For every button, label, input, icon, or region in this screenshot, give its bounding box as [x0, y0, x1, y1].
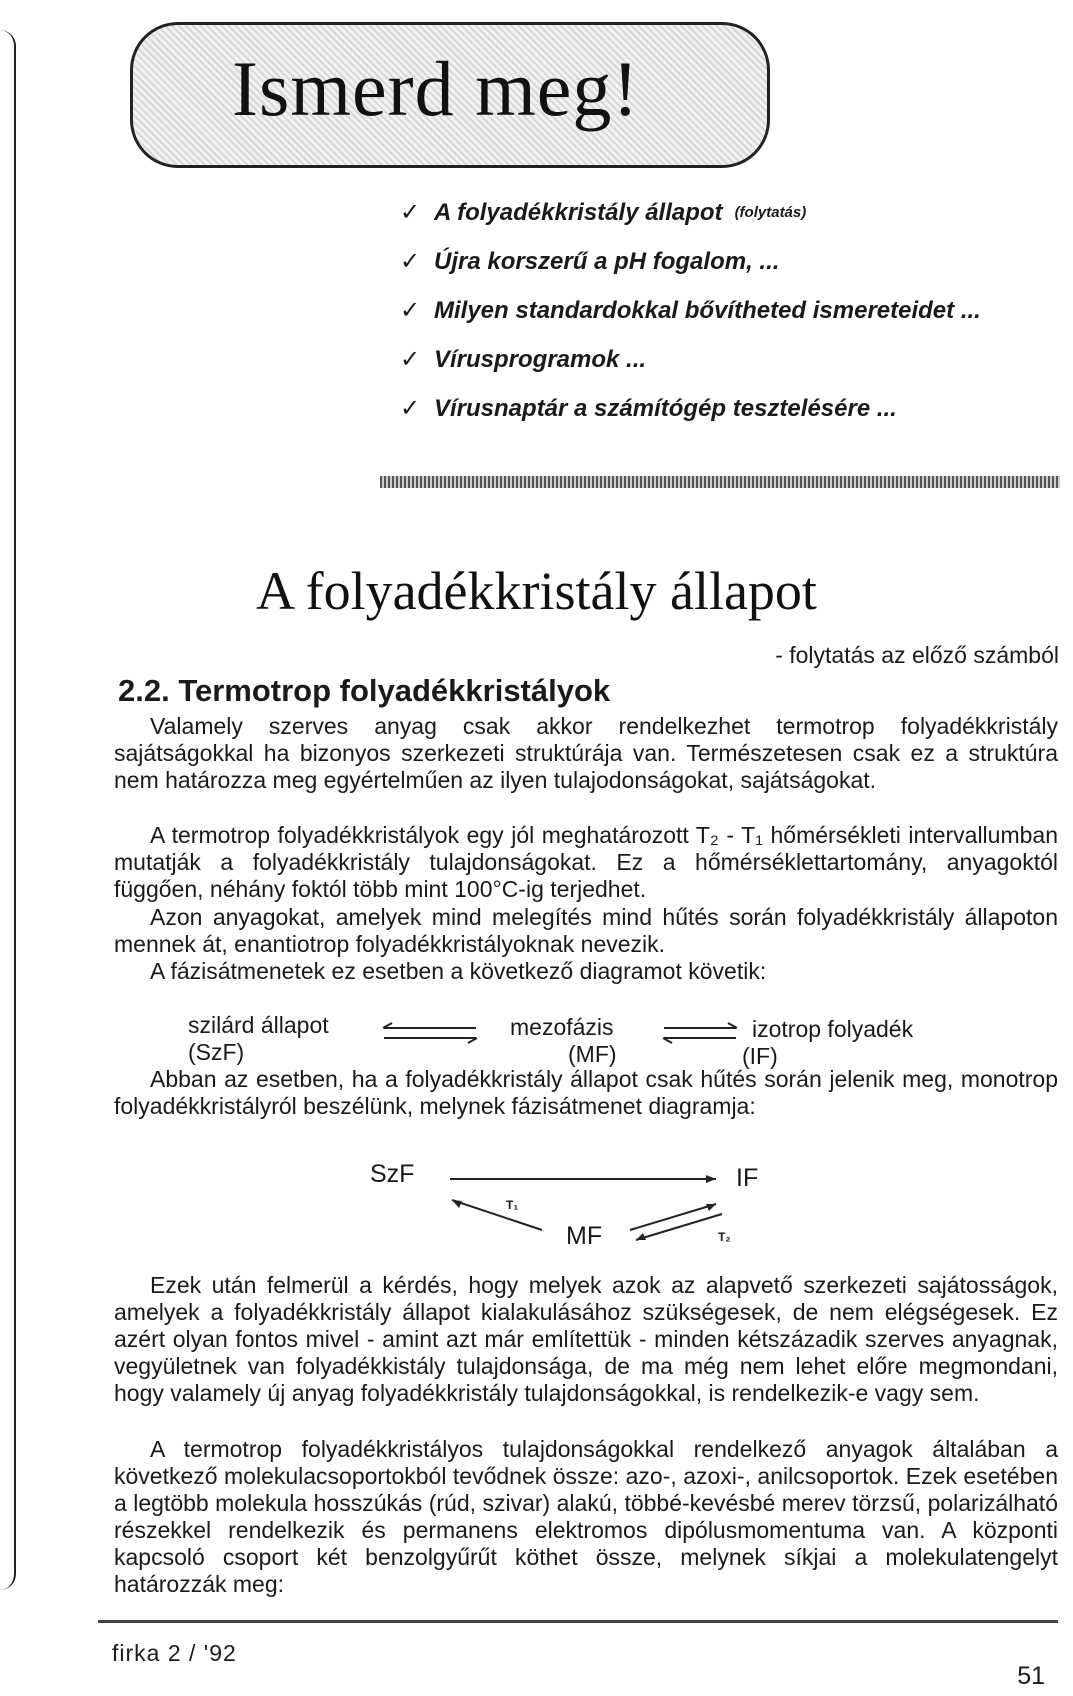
diagram-t1-label: T₁ — [506, 1198, 519, 1212]
table-of-contents — [400, 188, 1070, 433]
footer-journal: firka 2 / '92 — [112, 1640, 237, 1666]
diagram-solid-label: szilárd állapot — [188, 1012, 329, 1038]
toc-item[interactable] — [400, 286, 1070, 335]
double-diagonal-arrow-icon — [626, 1200, 726, 1244]
page-title: Ismerd meg! — [232, 45, 640, 132]
paragraph: Valamely szerves anyag csak akkor rendelkezhet termotrop folyadékkristály sajátságokkal ha bizonyos szerkezeti struktúrája van. Természetesen csak ez a struktúra nem határozza meg egyértelműen az ilyen tulajodonságokat, sajátságokat. — [114, 713, 1058, 793]
diagram-szf-label: SzF — [370, 1160, 415, 1188]
toc-item-text: Vírusnaptár a számítógép tesztelésére ... — [434, 394, 897, 422]
section-divider — [380, 476, 1060, 488]
diagram-iso-abbr: (IF) — [742, 1043, 778, 1069]
diagram-t2-label: T₂ — [718, 1230, 731, 1244]
toc-item[interactable] — [400, 237, 1070, 286]
toc-item[interactable] — [400, 384, 1070, 433]
arrow-diagonal-icon — [448, 1196, 548, 1236]
toc-item[interactable] — [400, 335, 1070, 384]
diagram-mf-label: MF — [566, 1222, 603, 1250]
toc-item-text: A folyadékkristály állapot — [434, 198, 723, 226]
page-binding-edge — [0, 30, 16, 1590]
checkmark-icon: ✓ — [400, 395, 421, 422]
checkmark-icon: ✓ — [400, 346, 421, 373]
toc-item-text: Újra korszerű a pH fogalom, ... — [434, 247, 780, 275]
checkmark-icon: ✓ — [400, 297, 421, 324]
checkmark-icon: ✓ — [400, 248, 421, 275]
section-heading: 2.2. Termotrop folyadékkristályok — [118, 673, 611, 708]
continuation-note: - folytatás az előző számból — [775, 642, 1059, 668]
page-number: 51 — [1017, 1662, 1045, 1690]
arrow-right-icon — [450, 1172, 720, 1186]
toc-item-text: Milyen standardokkal bővítheted ismereteidet ... — [434, 296, 981, 324]
toc-item-note: (folytatás) — [734, 204, 807, 221]
footer-divider — [98, 1620, 1058, 1623]
toc-item[interactable] — [400, 188, 1070, 237]
paragraph: A fázisátmenetek ez esetben a következő diagramot követik: — [150, 958, 767, 984]
paragraph: Ezek után felmerül a kérdés, hogy melyek azok az alapvető szerkezeti sajátosságok, amelyek a folyadékkristály állapot kialakulásához szükségesek, de nem elégségesek. Ez azért olyan fontos mivel - amint azt már említettük - minden kétszázadik szerves anyagnak, vegyületnek van folyadékkistály tulajdonsága, de ma még nem lehet előre megmondani, hogy valamely új anyag folyadékkristály tulajdonságokkal, is rendelkezik-e vagy sem. — [114, 1272, 1058, 1406]
diagram-meso-label: mezofázis — [510, 1014, 614, 1040]
paragraph: Abban az esetben, ha a folyadékkristály állapot csak hűtés során jelenik meg, monotrop folyadékkristályról beszélünk, melynek fázisátmenet diagramja: — [114, 1066, 1058, 1119]
diagram-solid-abbr: (SzF) — [188, 1039, 245, 1065]
double-arrow-icon — [660, 1020, 740, 1046]
diagram-iso-label: izotrop folyadék — [752, 1016, 914, 1042]
diagram-if-label: IF — [736, 1164, 759, 1192]
paragraph: A termotrop folyadékkristályok egy jól meghatározott T₂ - T₁ hőmérsékleti intervallumban mutatják a folyadékkristály tulajdonságokat. Ez a hőmérséklettartomány, anyagoktól függően, néhány foktól több mint 100°C-ig terjedhet. — [114, 822, 1058, 902]
paragraph: A termotrop folyadékkristályos tulajdonságokkal rendelkező anyagok általában a következő molekulacsoportokból tevődnek össze: azo-, azoxi-, anilcsoportok. Ezek esetében a legtöbb molekula hosszúkás (rúd, szivar) alakú, többé-kevésbé merev törzsű, polarizálható részekkel rendelkezik és permanens elektromos dipólusmomentuma van. A központi kapcsoló csoport két benzolgyűrűt köthet össze, melynek síkjai a molekulatengelyt határozzák meg: — [114, 1436, 1058, 1597]
double-arrow-icon — [380, 1020, 480, 1046]
paragraph: Azon anyagokat, amelyek mind melegítés mind hűtés során folyadékkristály állapoton mennek át, enantiotrop folyadékkristályoknak nevezik. — [114, 904, 1058, 957]
article-title: A folyadékkristály állapot — [256, 561, 817, 621]
diagram-meso-abbr: (MF) — [568, 1041, 617, 1067]
toc-item-text: Vírusprogramok ... — [434, 345, 647, 373]
checkmark-icon: ✓ — [400, 199, 421, 226]
